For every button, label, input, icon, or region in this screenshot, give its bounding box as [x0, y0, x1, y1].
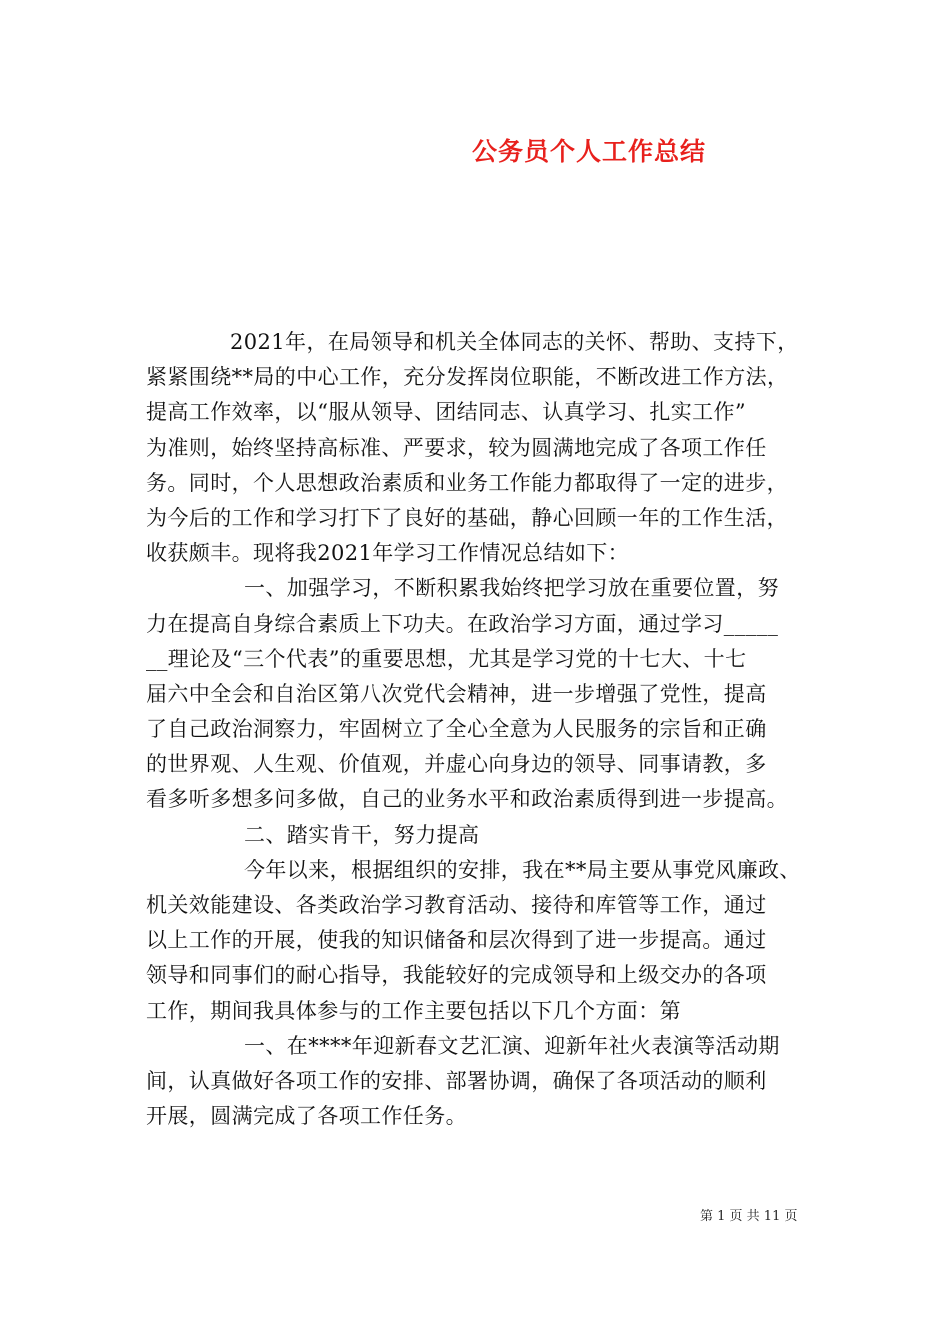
page-number: 第 1 页 共 11 页: [700, 1209, 798, 1224]
document-body: [146, 325, 822, 1134]
body-line: 为今后的工作和学习打下了良好的基础，静心回顾一年的工作生活，: [146, 505, 788, 530]
body-line: 的世界观、人生观、价值观，并虚心向身边的领导、同事请教，多: [146, 752, 767, 777]
body-line: 看多听多想多问多做，自己的业务水平和政治素质得到进一步提高。: [146, 787, 788, 812]
body-line: 机关效能建设、各类政治学习教育活动、接待和库管等工作，通过: [146, 893, 767, 917]
body-line: 一、加强学习，不断积累我始终把学习放在重要位置，努: [244, 576, 779, 601]
body-line: 间，认真做好各项工作的安排、部署协调，确保了各项活动的顺利: [146, 1068, 767, 1093]
body-line: 力在提高自身综合素质上下功夫。在政治学习方面，通过学习_____: [146, 611, 779, 636]
document-title: 公务员个人工作总结: [472, 137, 707, 166]
section-heading: 二、踏实肯干，努力提高: [244, 822, 480, 847]
body-line: 领导和同事们的耐心指导，我能较好的完成领导和上级交办的各项: [146, 963, 767, 988]
body-line: 工作，期间我具体参与的工作主要包括以下几个方面：第: [146, 998, 681, 1023]
body-line: 2021年，在局领导和机关全体同志的关怀、帮助、支持下，: [230, 330, 799, 354]
body-line: 届六中全会和自治区第八次党代会精神，进一步增强了党性，提高: [146, 681, 767, 706]
body-line: 以上工作的开展，使我的知识储备和层次得到了进一步提高。通过: [146, 928, 767, 953]
body-line: 一、在****年迎新春文艺汇演、迎新年社火表演等活动期: [244, 1033, 780, 1058]
body-line: 了自己政治洞察力，牢固树立了全心全意为人民服务的宗旨和正确: [146, 717, 767, 742]
body-line: 开展，圆满完成了各项工作任务。: [146, 1104, 467, 1129]
body-line: 紧紧围绕**局的中心工作，充分发挥岗位职能，不断改进工作方法，: [146, 365, 789, 390]
body-line: __理论及“三个代表”的重要思想，尤其是学习党的十七大、十七: [146, 646, 747, 671]
body-line: 收获颇丰。现将我2021年学习工作情况总结如下：: [146, 541, 630, 566]
body-line: 今年以来，根据组织的安排，我在**局主要从事党风廉政、: [244, 857, 801, 882]
body-line: 务。同时，个人思想政治素质和业务工作能力都取得了一定的进步，: [146, 470, 788, 495]
body-line: 提高工作效率，以“服从领导、团结同志、认真学习、扎实工作”: [146, 400, 747, 425]
body-line: 为准则，始终坚持高标准、严要求，较为圆满地完成了各项工作任: [146, 435, 767, 460]
